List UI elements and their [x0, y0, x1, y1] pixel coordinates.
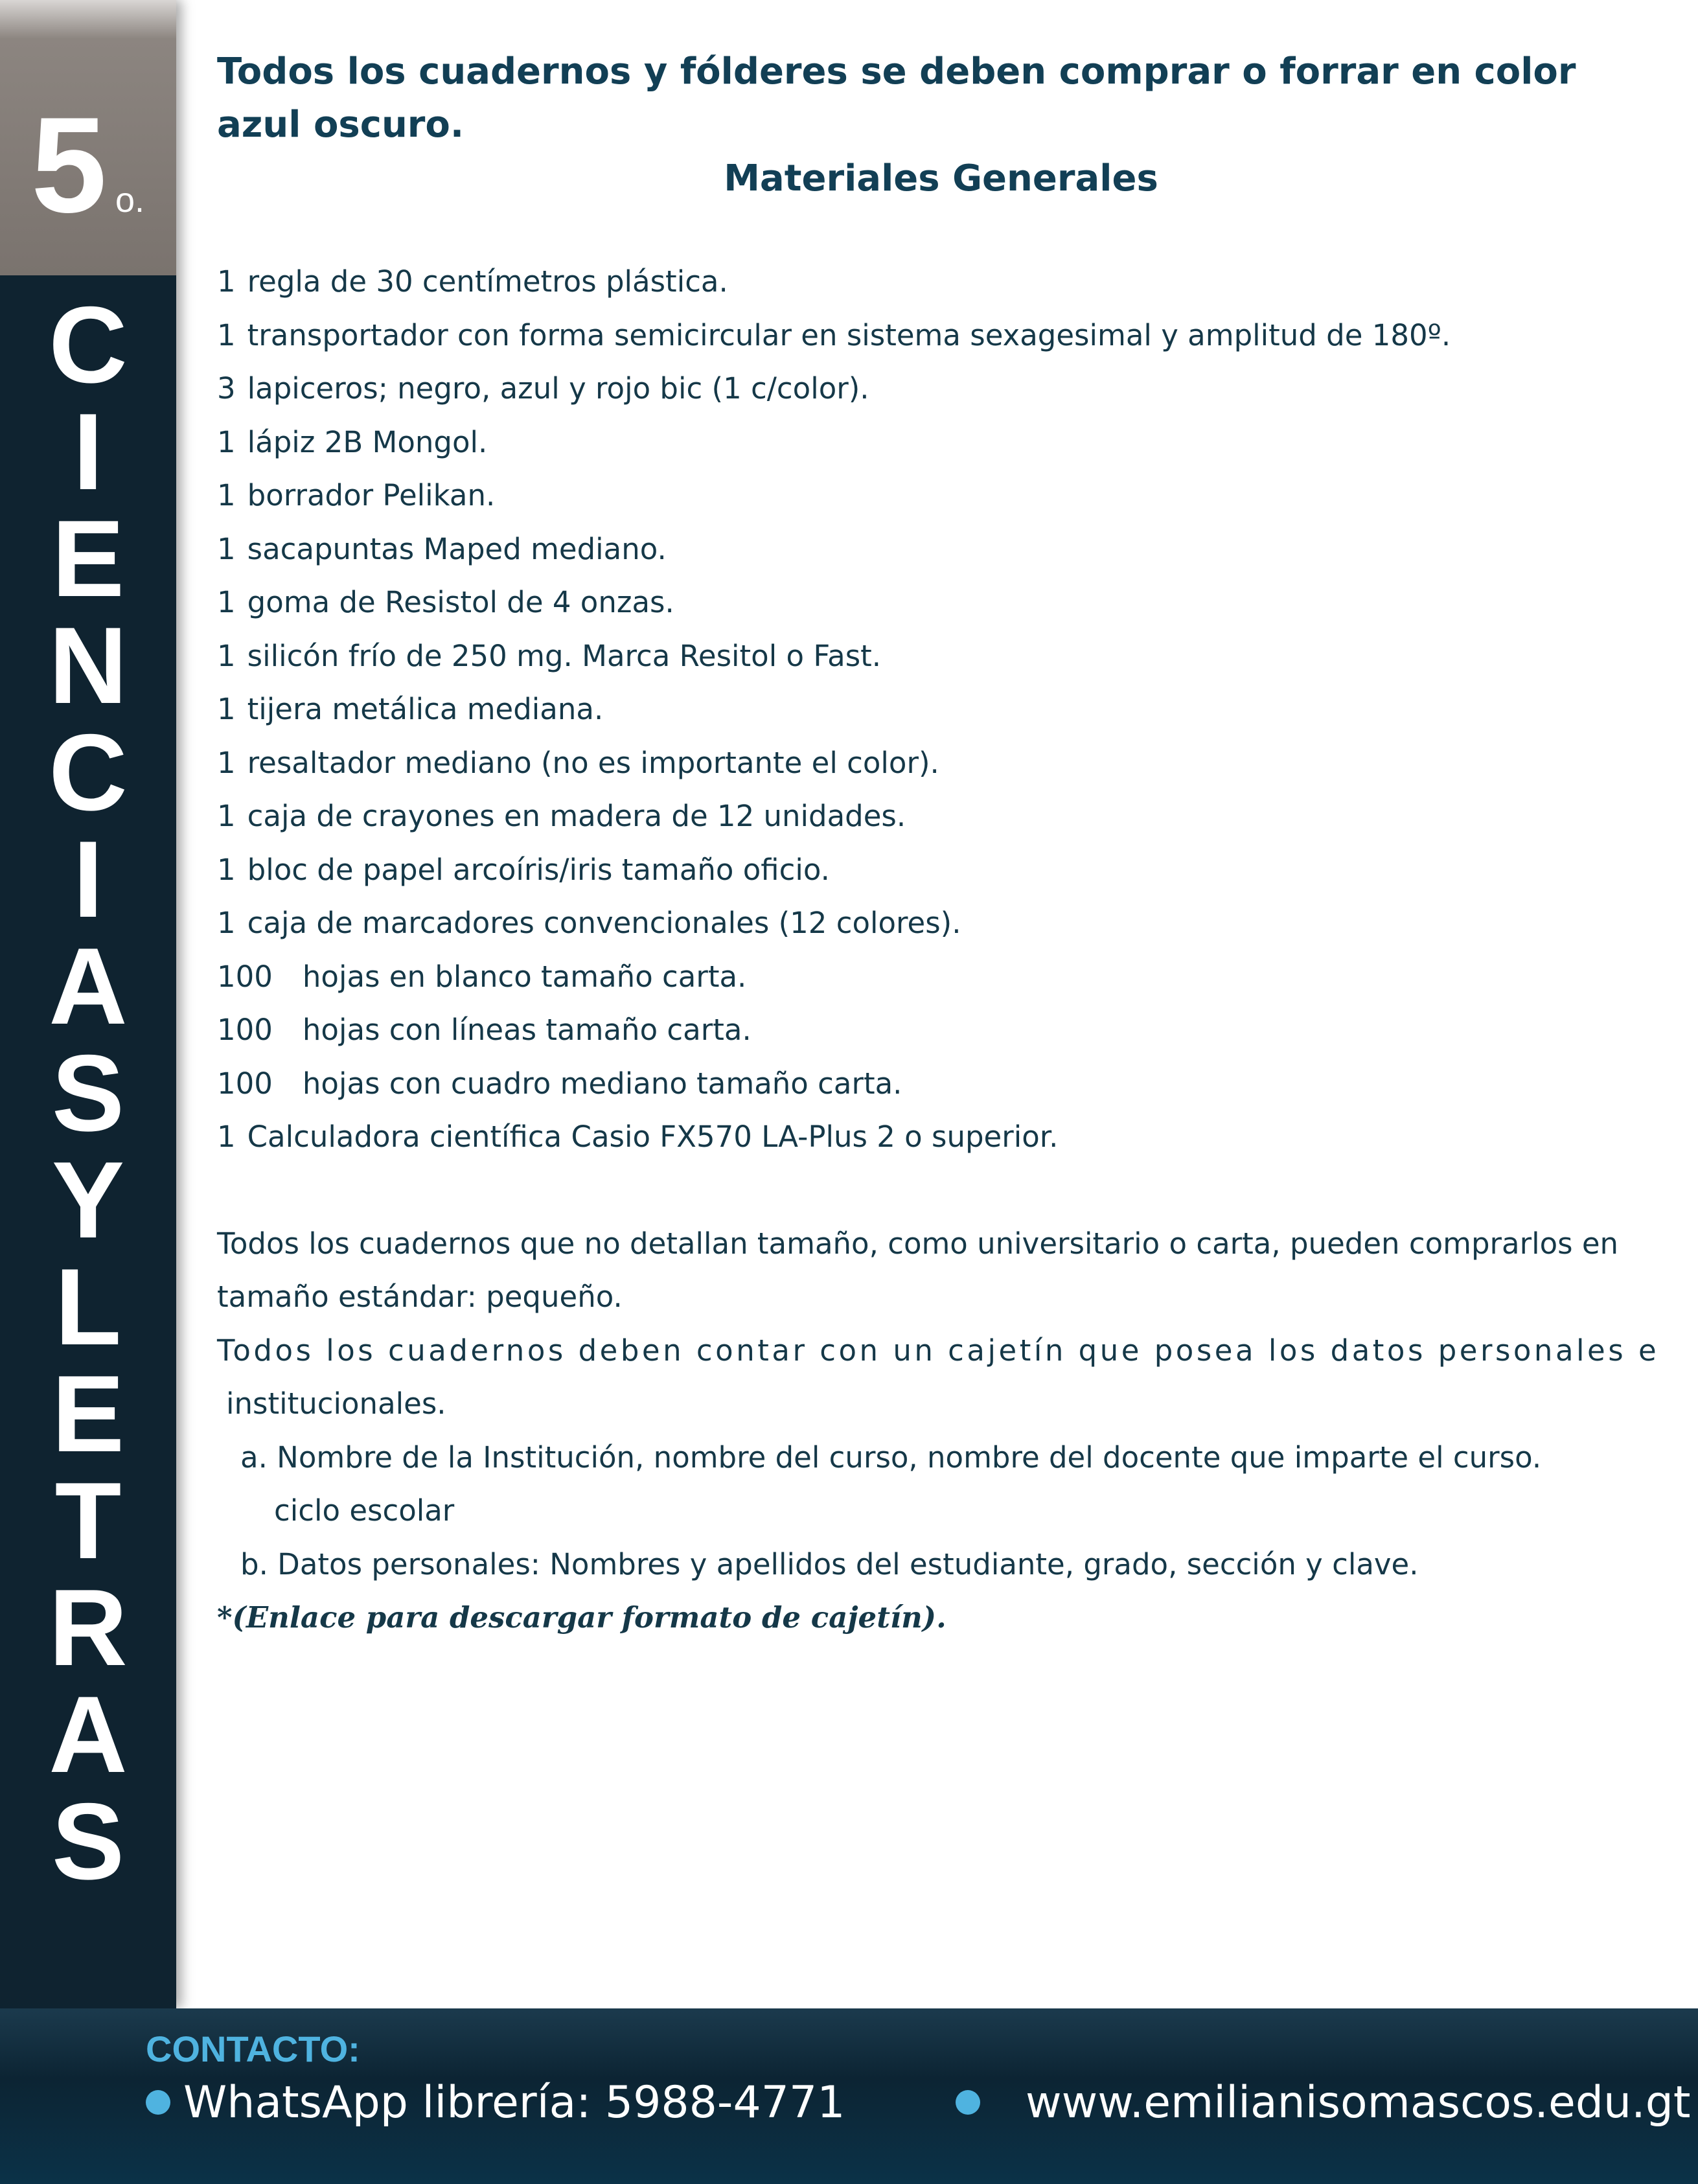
material-item: [217, 1004, 1665, 1057]
material-item: [217, 1057, 1665, 1111]
title-letter: S: [51, 1780, 125, 1902]
title-letter: C: [49, 284, 128, 406]
material-quantity: 1: [217, 745, 236, 780]
material-quantity: 1: [217, 531, 236, 566]
notes-section: [217, 1217, 1665, 1645]
material-item: [217, 362, 1665, 416]
material-description: sacapuntas Maped mediano.: [247, 531, 667, 566]
material-quantity: 1: [217, 585, 236, 619]
material-description: lapiceros; negro, azul y rojo bic (1 c/color).: [247, 371, 869, 406]
contact-label: CONTACTO:: [146, 2029, 360, 2069]
material-description: tijera metálica mediana.: [247, 692, 604, 726]
footer: [0, 2008, 1698, 2184]
title-letter: I: [73, 391, 104, 512]
material-description: caja de crayones en madera de 12 unidades.: [247, 799, 906, 833]
material-item: [217, 630, 1665, 684]
material-description: caja de marcadores convencionales (12 colores).: [247, 906, 961, 940]
requirement-b: b. Datos personales: Nombres y apellidos del estudiante, grado, sección y clave.: [240, 1546, 1419, 1581]
title-letter: N: [49, 604, 128, 726]
title-letter: E: [51, 498, 125, 619]
title-letter: R: [49, 1567, 128, 1688]
material-description: regla de 30 centímetros plástica.: [247, 264, 728, 299]
material-item: [217, 255, 1665, 309]
materials-list: [217, 255, 1665, 1164]
label-note-line2: institucionales.: [226, 1386, 446, 1421]
material-item: [217, 1110, 1665, 1164]
material-quantity: 1: [217, 852, 236, 887]
material-description: hojas en blanco tamaño carta.: [302, 959, 747, 994]
material-item: [217, 844, 1665, 897]
title-letter: I: [73, 818, 104, 940]
material-description: transportador con forma semicircular en sistema sexagesimal y amplitud de 180º.: [247, 317, 1451, 352]
section-title: Materiales Generales: [724, 157, 1158, 200]
material-quantity: 1: [217, 478, 236, 512]
title-letter: T: [54, 1460, 122, 1581]
grade-suffix: o.: [115, 181, 145, 220]
material-quantity: 3: [217, 371, 236, 406]
requirement-a-line1: a. Nombre de la Institución, nombre del curso, nombre del docente que imparte el curso.: [240, 1440, 1542, 1475]
material-item: [217, 523, 1665, 577]
material-item: [217, 416, 1665, 470]
bullet-icon: [956, 2090, 980, 2115]
main-content: [217, 45, 1665, 1645]
material-item: [217, 309, 1665, 363]
vertical-title: [0, 284, 176, 1902]
material-description: hojas con líneas tamaño carta.: [302, 1013, 751, 1047]
material-quantity: 100: [217, 959, 273, 994]
material-quantity: 1: [217, 424, 236, 459]
material-description: hojas con cuadro mediano tamaño carta.: [302, 1066, 902, 1101]
title-letter: C: [49, 711, 128, 833]
cover-notice: Todos los cuadernos y fólderes se deben comprar o forrar en color azul oscuro.: [217, 51, 1576, 146]
grade-badge: [0, 0, 176, 275]
title-letter: E: [51, 1353, 125, 1475]
material-item: [217, 683, 1665, 737]
bullet-icon: [146, 2090, 170, 2115]
material-quantity: 1: [217, 264, 236, 299]
material-quantity: 1: [217, 799, 236, 833]
material-item: [217, 950, 1665, 1004]
material-quantity: 1: [217, 906, 236, 940]
material-description: lápiz 2B Mongol.: [247, 424, 488, 459]
material-item: [217, 469, 1665, 523]
material-item: [217, 790, 1665, 844]
material-item: [217, 737, 1665, 790]
material-quantity: 1: [217, 1120, 236, 1154]
material-description: borrador Pelikan.: [247, 478, 496, 512]
label-requirements: [217, 1431, 1665, 1592]
grade-number: 5: [31, 89, 107, 241]
website-link[interactable]: www.emilianisomascos.edu.gt: [1026, 2076, 1691, 2128]
material-quantity: 1: [217, 692, 236, 726]
website-contact[interactable]: [956, 2075, 1691, 2128]
material-description: silicón frío de 250 mg. Marca Resitol o Fast.: [247, 638, 882, 673]
material-item: [217, 897, 1665, 950]
title-letter: L: [54, 1246, 122, 1368]
material-quantity: 100: [217, 1066, 273, 1101]
label-note-line1: Todos los cuadernos deben contar con un cajetín que posea los datos personales e: [217, 1333, 1660, 1368]
title-letter: S: [51, 1032, 125, 1154]
material-quantity: 1: [217, 638, 236, 673]
material-description: goma de Resistol de 4 onzas.: [247, 585, 674, 619]
sidebar: [0, 0, 176, 2008]
cajetin-download-link[interactable]: *(Enlace para descargar formato de cajetín).: [217, 1600, 947, 1635]
whatsapp-text: WhatsApp librería: 5988-4771: [183, 2076, 845, 2128]
material-quantity: 1: [217, 317, 236, 352]
requirement-a-line2: ciclo escolar: [274, 1493, 455, 1528]
title-letter: Y: [51, 1139, 125, 1261]
requirement-a: [217, 1431, 1665, 1538]
size-note: Todos los cuadernos que no detallan tamaño, como universitario o carta, pueden comprarlos en tamaño estándar: pequeño.: [217, 1226, 1619, 1314]
material-item: [217, 576, 1665, 630]
title-letter: A: [49, 1673, 128, 1795]
material-quantity: 100: [217, 1013, 273, 1047]
whatsapp-contact[interactable]: [146, 2075, 845, 2128]
material-description: bloc de papel arcoíris/iris tamaño oficio.: [247, 852, 830, 887]
material-description: resaltador mediano (no es importante el color).: [247, 745, 939, 780]
title-letter: A: [49, 925, 128, 1047]
material-description: Calculadora científica Casio FX570 LA-Plus 2 o superior.: [247, 1120, 1059, 1154]
